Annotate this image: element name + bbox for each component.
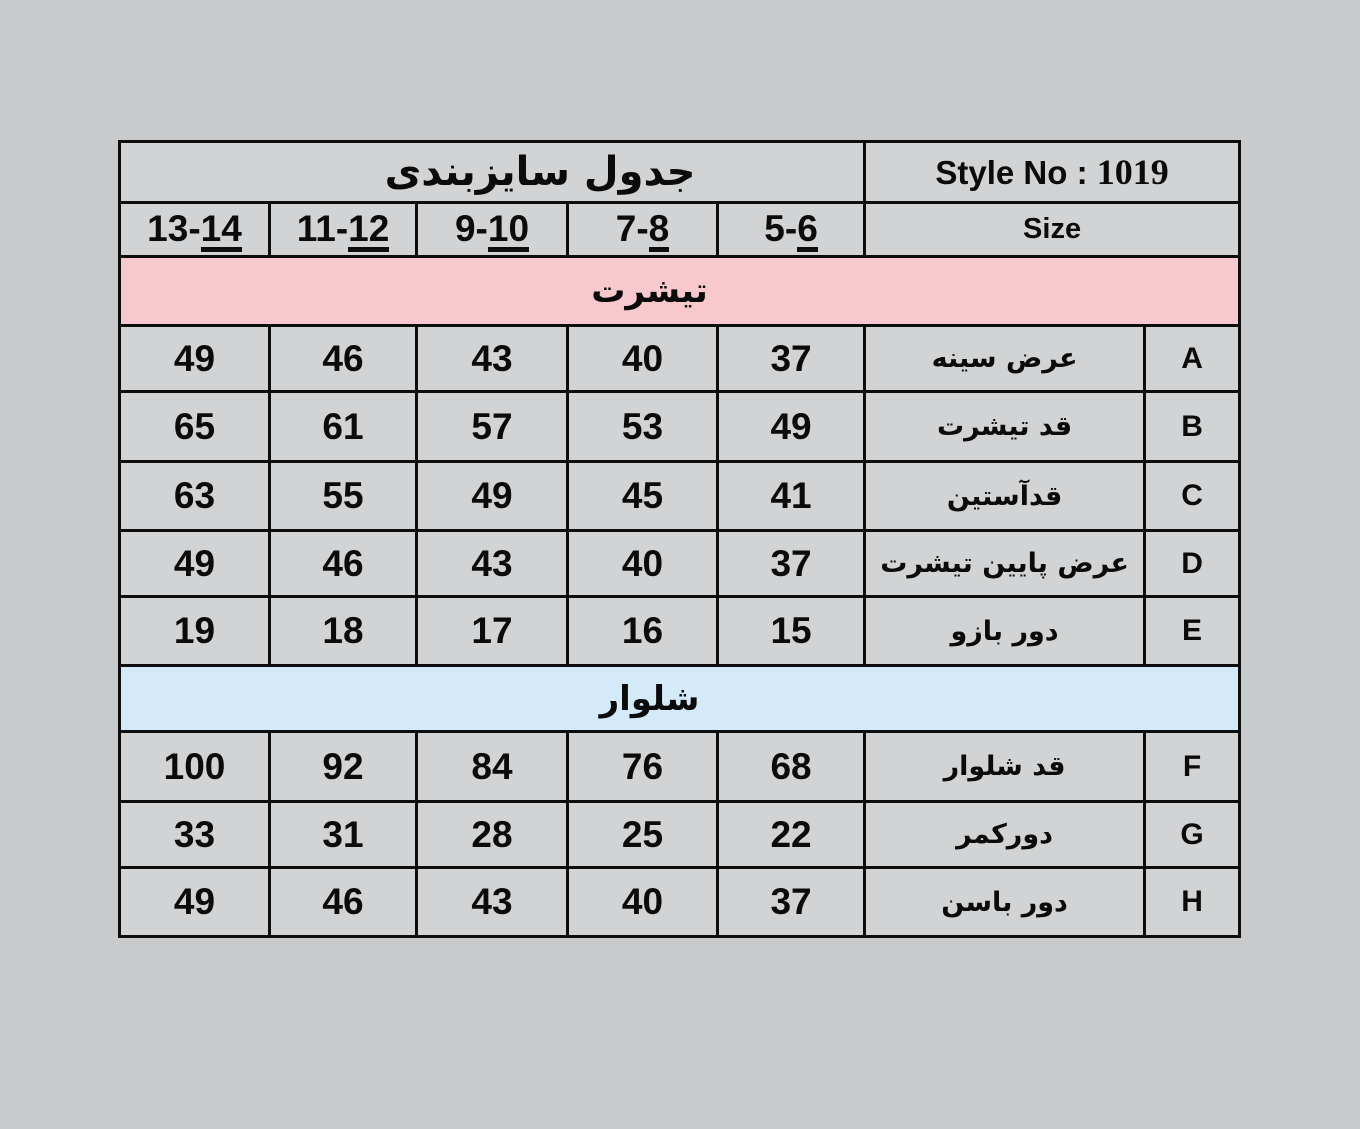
size-row (120, 203, 1240, 257)
row-label-text: دور بازو (950, 615, 1059, 647)
table-row-a (120, 326, 1240, 392)
row-label (865, 597, 1145, 666)
pants-band (120, 666, 1240, 732)
value-cell: 61 (270, 392, 417, 462)
value-cell: 46 (270, 531, 417, 597)
size-range-end: 12 (348, 210, 389, 252)
size-col-header-11-12 (270, 203, 417, 257)
value-cell: 25 (568, 802, 718, 868)
size-col-header-5-6 (718, 203, 865, 257)
value-cell: 19 (120, 597, 270, 666)
value-cell: 22 (718, 802, 865, 868)
size-range-end: 6 (797, 210, 818, 252)
size-range-end: 8 (649, 210, 670, 252)
row-letter: D (1145, 531, 1240, 597)
value-cell: 63 (120, 462, 270, 531)
value-cell: 37 (718, 868, 865, 937)
chart-title-cell (120, 142, 865, 203)
value-cell: 28 (417, 802, 568, 868)
row-label-text: عرض پایین تیشرت (880, 548, 1129, 579)
value-cell: 49 (417, 462, 568, 531)
tshirt-band (120, 257, 1240, 326)
value-cell: 43 (417, 868, 568, 937)
table-row-f (120, 732, 1240, 802)
value-cell: 53 (568, 392, 718, 462)
size-col-header-7-8 (568, 203, 718, 257)
size-range-start: 11- (296, 207, 349, 249)
row-label (865, 868, 1145, 937)
size-range-end: 10 (488, 210, 529, 252)
value-cell: 68 (718, 732, 865, 802)
value-cell: 49 (120, 868, 270, 937)
value-cell: 57 (417, 392, 568, 462)
style-no-cell (865, 142, 1240, 203)
row-label-text: قد تیشرت (936, 411, 1073, 442)
row-letter: H (1145, 868, 1240, 937)
size-chart (118, 140, 1238, 935)
row-letter: C (1145, 462, 1240, 531)
pants-band-row (120, 666, 1240, 732)
row-letter: G (1145, 802, 1240, 868)
value-cell: 49 (120, 326, 270, 392)
value-cell: 37 (718, 326, 865, 392)
row-label (865, 531, 1145, 597)
row-label (865, 732, 1145, 802)
value-cell: 40 (568, 326, 718, 392)
size-col-header-9-10 (417, 203, 568, 257)
row-letter: B (1145, 392, 1240, 462)
style-no-label: Style No : (935, 154, 1088, 191)
value-cell: 37 (718, 531, 865, 597)
value-cell: 41 (718, 462, 865, 531)
value-cell: 15 (718, 597, 865, 666)
size-range-start: 5- (764, 207, 798, 249)
size-col-header-13-14 (120, 203, 270, 257)
value-cell: 31 (270, 802, 417, 868)
row-letter: E (1145, 597, 1240, 666)
value-cell: 49 (120, 531, 270, 597)
row-label-text: قدآستین (946, 480, 1063, 512)
pants-band-label: شلوار (599, 678, 700, 719)
value-cell: 16 (568, 597, 718, 666)
value-cell: 76 (568, 732, 718, 802)
size-table (118, 140, 1241, 938)
value-cell: 43 (417, 326, 568, 392)
row-label (865, 326, 1145, 392)
size-range-start: 13- (147, 207, 201, 249)
row-label-text: دورکمر (956, 819, 1053, 850)
tshirt-band-label: تیشرت (591, 271, 708, 311)
value-cell: 40 (568, 531, 718, 597)
size-range-start: 9- (454, 207, 488, 249)
size-range-start: 7- (615, 207, 649, 249)
value-cell: 18 (270, 597, 417, 666)
table-row-g (120, 802, 1240, 868)
row-label-text: قد شلوار (943, 751, 1066, 782)
value-cell: 84 (417, 732, 568, 802)
table-row-d (120, 531, 1240, 597)
size-label-cell (865, 203, 1240, 257)
value-cell: 43 (417, 531, 568, 597)
style-no-value: 1019 (1096, 152, 1169, 192)
row-label (865, 802, 1145, 868)
table-row-e (120, 597, 1240, 666)
row-label-text: دور باسن (941, 886, 1068, 918)
size-range-end: 14 (201, 210, 242, 252)
value-cell: 33 (120, 802, 270, 868)
value-cell: 92 (270, 732, 417, 802)
row-letter: F (1145, 732, 1240, 802)
value-cell: 46 (270, 868, 417, 937)
size-label: Size (1023, 213, 1082, 245)
row-label (865, 462, 1145, 531)
chart-title: جدول سایزبندی (384, 149, 696, 195)
value-cell: 55 (270, 462, 417, 531)
value-cell: 65 (120, 392, 270, 462)
row-label (865, 392, 1145, 462)
value-cell: 100 (120, 732, 270, 802)
row-label-text: عرض سینه (931, 343, 1078, 374)
table-row-c (120, 462, 1240, 531)
tshirt-band-row (120, 257, 1240, 326)
header-row (120, 142, 1240, 203)
row-letter: A (1145, 326, 1240, 392)
value-cell: 49 (718, 392, 865, 462)
value-cell: 46 (270, 326, 417, 392)
table-row-b (120, 392, 1240, 462)
table-row-h (120, 868, 1240, 937)
value-cell: 40 (568, 868, 718, 937)
value-cell: 45 (568, 462, 718, 531)
value-cell: 17 (417, 597, 568, 666)
